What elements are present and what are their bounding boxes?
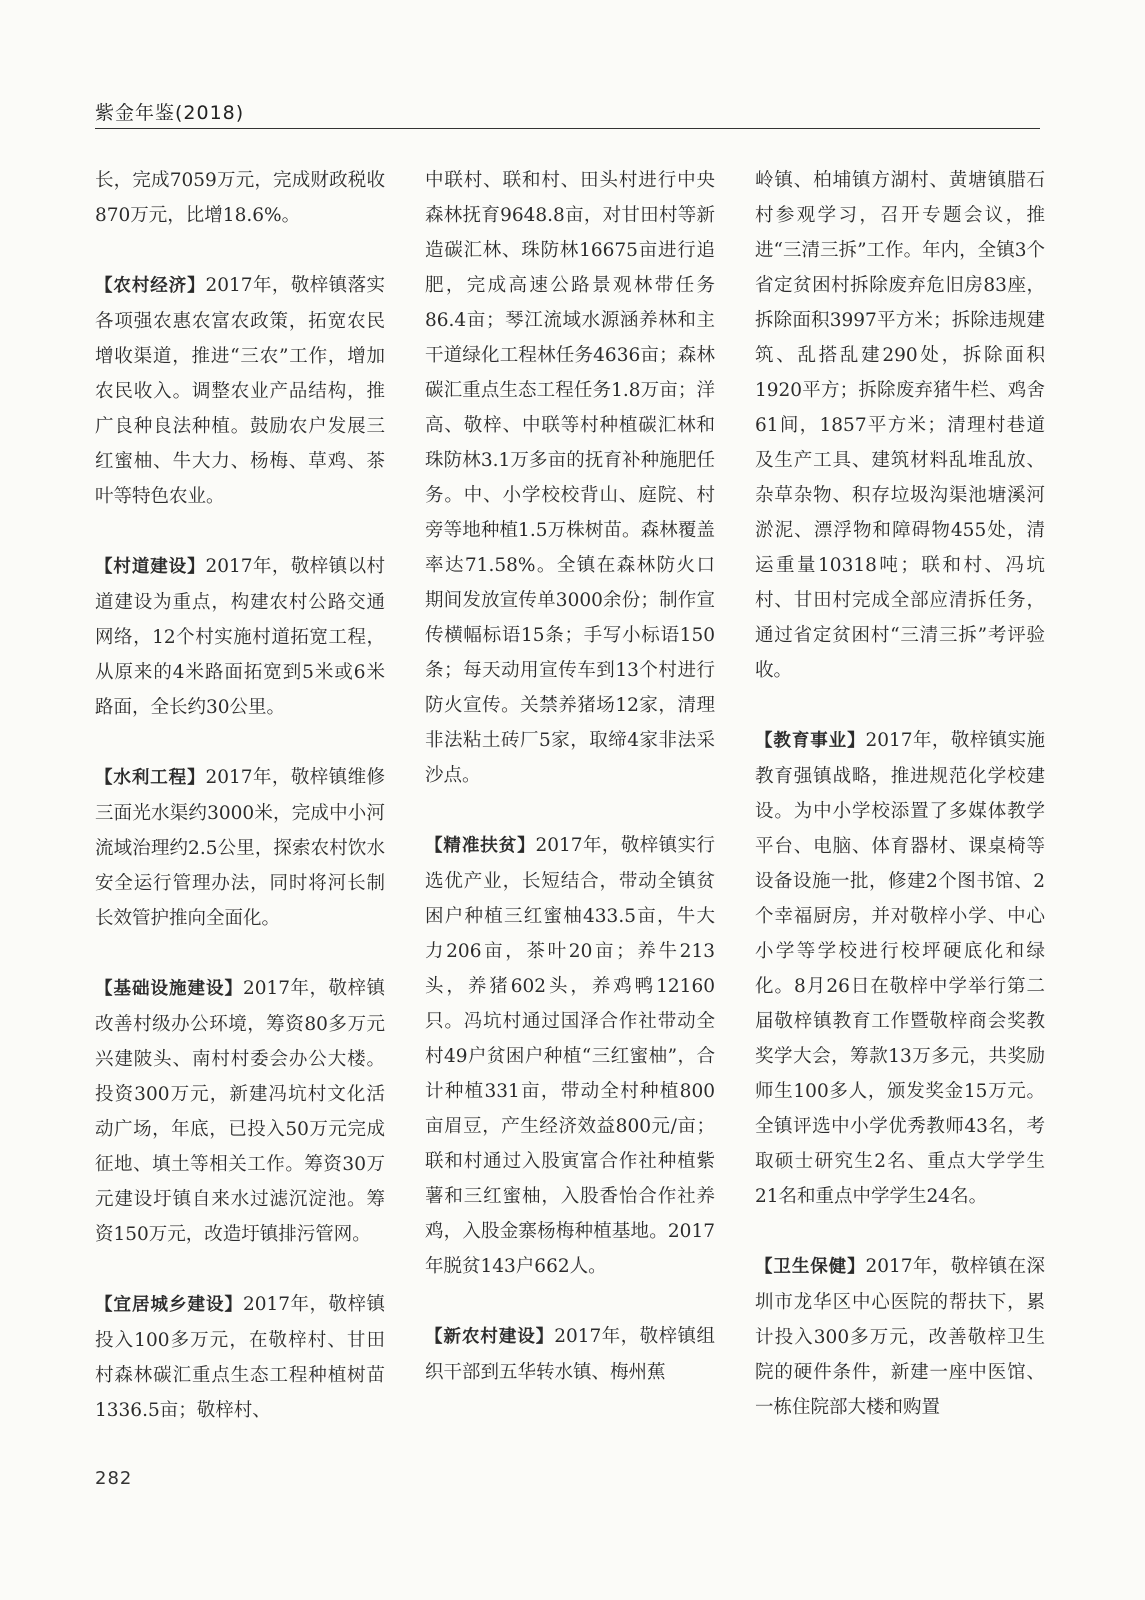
page-number: 282 bbox=[95, 1468, 133, 1489]
paragraph-text: 2017年，敬梓镇改善村级办公环境，筹资80多万元兴建陂头、南村村委会办公大楼。投资300万元，新建冯坑村文化活动广场，年底，已投入50万元完成征地、填土等相关工作。筹资30万元建设圩镇自来水过滤沉淀池。筹资150万元，改造圩镇排污管网。 bbox=[95, 978, 385, 1245]
paragraph-text: 2017年，敬梓镇在深圳市龙华区中心医院的帮扶下，累计投入300多万元，改善敬梓卫生院的硬件条件，新建一座中医馆、一栋住院部大楼和购置 bbox=[755, 1256, 1045, 1418]
header-title: 紫金年鉴(2018) bbox=[95, 102, 245, 124]
paragraph-infrastructure bbox=[95, 971, 385, 1252]
paragraph-text: 2017年，敬梓镇实施教育强镇战略，推进规范化学校建设。为中小学校添置了多媒体教学平台、电脑、体育器材、课桌椅等设备设施一批，修建2个图书馆、2个幸福厨房，并对敬梓小学、中心小学等学校进行校坪硬底化和绿化。8月26日在敬梓中学举行第二届敬梓镇教育工作暨敬梓商会奖教奖学大会，筹款13万多元，共奖励师生100多人，颁发奖金15万元。全镇评选中小学优秀教师43名，考取硕士研究生2名、重点大学学生21名和重点中学学生24名。 bbox=[755, 730, 1045, 1207]
paragraph-text: 中联村、联和村、田头村进行中央森林抚育9648.8亩，对甘田村等新造碳汇林、珠防林16675亩进行追肥，完成高速公路景观林带任务86.4亩；琴江流域水源涵养林和主干道绿化工程林任务4636亩；森林碳汇重点生态工程任务1.8万亩；洋高、敬梓、中联等村种植碳汇林和珠防林3.1万多亩的抚育补种施肥任务。中、小学校校背山、庭院、村旁等地种植1.5万株树苗。森林覆盖率达71.58%。全镇在森林防火口期间发放宣传单3000余份；制作宣传横幅标语15条；手写小标语150条；每天动用宣传车到13个村进行防火宣传。关禁养猪场12家，清理非法粘土砖厂5家，取缔4家非法采沙点。 bbox=[425, 170, 715, 786]
section-label: 【农村经济】 bbox=[95, 276, 206, 296]
paragraph-village-roads bbox=[95, 549, 385, 725]
paragraph-text: 长，完成7059万元，完成财政税收870万元，比增18.6%。 bbox=[95, 170, 385, 226]
section-label: 【精准扶贫】 bbox=[425, 836, 536, 856]
text-column-left bbox=[95, 163, 385, 1463]
paragraph-poverty-alleviation bbox=[425, 828, 715, 1284]
paragraph-text: 2017年，敬梓镇维修三面光水渠约3000米，完成中小河流域治理约2.5公里，探索农村饮水安全运行管理办法，同时将河长制长效管护推向全面化。 bbox=[95, 767, 385, 929]
paragraph-text: 2017年，敬梓镇投入100多万元，在敬梓村、甘田村森林碳汇重点生态工程种植树苗1336.5亩；敬梓村、 bbox=[95, 1294, 385, 1421]
paragraph-education bbox=[755, 723, 1045, 1214]
paragraph-text: 2017年，敬梓镇组织干部到五华转水镇、梅州蕉 bbox=[425, 1326, 715, 1383]
paragraph-text: 2017年，敬梓镇以村道建设为重点，构建农村公路交通网络，12个村实施村道拓宽工程，从原来的4米路面拓宽到5米或6米路面，全长约30公里。 bbox=[95, 556, 385, 718]
paragraph-livable-construction bbox=[95, 1287, 385, 1428]
section-label: 【教育事业】 bbox=[755, 731, 866, 751]
paragraph-text: 岭镇、柏埔镇方湖村、黄塘镇腊石村参观学习，召开专题会议，推进“三清三拆”工作。年内，全镇3个省定贫困村拆除废弃危旧房83座，拆除面积3997平方米；拆除违规建筑、乱搭乱建290处，拆除面积1920平方；拆除废弃猪牛栏、鸡舍61间，1857平方米；清理村巷道及生产工具、建筑材料乱堆乱放、杂草杂物、积存垃圾沟渠池塘溪河淤泥、漂浮物和障碍物455处，清运重量10318吨；联和村、冯坑村、甘田村完成全部应清拆任务，通过省定贫困村“三清三拆”考评验收。 bbox=[755, 170, 1045, 681]
section-label: 【卫生保健】 bbox=[755, 1257, 866, 1277]
paragraph bbox=[95, 163, 385, 233]
paragraph-rural-economy bbox=[95, 268, 385, 514]
section-label: 【基础设施建设】 bbox=[95, 979, 243, 999]
section-label: 【新农村建设】 bbox=[425, 1327, 555, 1347]
section-label: 【村道建设】 bbox=[95, 557, 206, 577]
paragraph bbox=[425, 163, 715, 793]
paragraph bbox=[755, 163, 1045, 688]
paragraph-health-care bbox=[755, 1249, 1045, 1425]
section-label: 【宜居城乡建设】 bbox=[95, 1295, 243, 1315]
paragraph-text: 2017年，敬梓镇实行选优产业，长短结合，带动全镇贫困户种植三红蜜柚433.5亩，牛大力206亩，茶叶20亩；养牛213头，养猪602头，养鸡鸭12160只。冯坑村通过国泽合作社带动全村49户贫困户种植“三红蜜柚”，合计种植331亩，带动全村种植800亩眉豆，产生经济效益800元/亩；联和村通过入股寅富合作社种植紫薯和三红蜜柚，入股香怡合作社养鸡，入股金寨杨梅种植基地。2017年脱贫143户662人。 bbox=[425, 835, 715, 1277]
paragraph-new-countryside bbox=[425, 1319, 715, 1390]
paragraph-text: 2017年，敬梓镇落实各项强农惠农富农政策，拓宽农民增收渠道，推进“三农”工作，增加农民收入。调整农业产品结构，推广良种良法种植。鼓励农户发展三红蜜柚、牛大力、杨梅、草鸡、茶叶等特色农业。 bbox=[95, 275, 385, 507]
text-column-middle bbox=[425, 163, 715, 1425]
running-header bbox=[95, 94, 1040, 129]
text-column-right bbox=[755, 163, 1045, 1460]
section-label: 【水利工程】 bbox=[95, 768, 206, 788]
paragraph-water-works bbox=[95, 760, 385, 936]
